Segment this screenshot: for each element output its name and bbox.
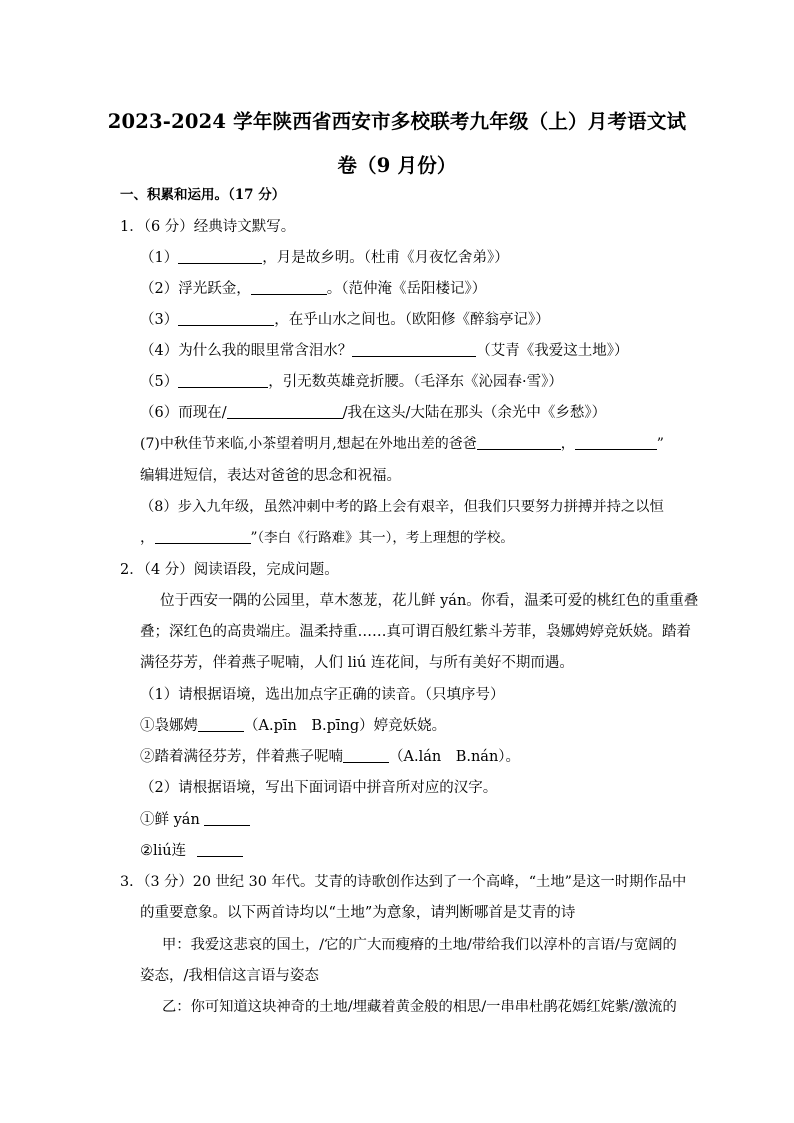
answer-blank[interactable] bbox=[198, 717, 244, 732]
q1-item-1-prefix: （1） bbox=[140, 250, 179, 266]
q2-stem: 2．（4 分）阅读语段，完成问题。 bbox=[120, 562, 339, 578]
answer-blank[interactable] bbox=[477, 435, 561, 450]
answer-blank[interactable] bbox=[227, 404, 343, 419]
q1-item-8-prefix: ， bbox=[140, 530, 155, 546]
answer-blank[interactable] bbox=[178, 373, 268, 388]
q1-item-4-text: （艾青《我爱这土地》） bbox=[476, 343, 629, 359]
q2-sub1-a bbox=[140, 717, 446, 735]
answer-blank[interactable] bbox=[178, 249, 262, 264]
q2-sub2-b-text: ②liú连 bbox=[140, 843, 187, 859]
answer-blank[interactable] bbox=[343, 748, 389, 763]
q1-item-4 bbox=[140, 342, 628, 360]
q1-item-7 bbox=[140, 435, 664, 453]
q1-item-1 bbox=[140, 249, 509, 267]
q3-poem-yi-line1: 乙：你可知道这块神奇的土地/埋藏着黄金般的相思/一串串杜鹃花嫣红姹紫/激流的 bbox=[162, 999, 677, 1015]
answer-blank[interactable] bbox=[352, 342, 476, 357]
q1-item-4-prefix: （4）为什么我的眼里常含泪水？ bbox=[140, 343, 353, 359]
q1-item-7-comma: ， bbox=[560, 436, 575, 452]
q1-item-7-quote: ” bbox=[656, 436, 664, 452]
answer-blank[interactable] bbox=[178, 311, 274, 326]
q1-item-7-prefix: (7)中秋佳节来临,小茶望着明月,想起在外地出差的爸爸 bbox=[140, 436, 477, 452]
q2-sub2-b bbox=[140, 842, 243, 860]
q1-item-1-text: ，月是故乡明。（杜甫《月夜忆舍弟》） bbox=[262, 250, 509, 266]
exam-title-line2: 卷（9 月份） bbox=[337, 154, 457, 177]
q3-poem-jia-line1: 甲：我爱这悲哀的国土，/它的广大而瘦瘠的土地/带给我们以淳朴的言语/与宽阔的 bbox=[162, 937, 677, 953]
q2-sub2-a bbox=[140, 811, 250, 829]
q2-passage-line: 叠；深红色的高贵端庄。温柔持重……真可谓百般红紫斗芳菲，袅娜娉婷竞妖娆。踏着 bbox=[140, 624, 691, 640]
q3-stem-line2: 的重要意象。以下两首诗均以“土地”为意象，请判断哪首是艾青的诗 bbox=[140, 905, 576, 921]
q1-item-8-line1: （8）步入九年级，虽然冲刺中考的路上会有艰辛，但我们只要努力拼搏并持之以恒 bbox=[140, 499, 664, 515]
answer-blank[interactable] bbox=[155, 529, 251, 544]
q3-stem-line1: 3．（3 分）20 世纪 30 年代。艾青的诗歌创作达到了一个高峰，“土地”是这一时期作品中 bbox=[120, 874, 687, 890]
q2-sub2-a-text: ①鲜 yán bbox=[140, 812, 200, 828]
q3-poem-jia-line2: 姿态，/我相信这言语与姿态 bbox=[140, 968, 319, 984]
q1-item-3-prefix: （3） bbox=[140, 312, 179, 328]
section-header: 一、积累和运用。（17 分） bbox=[120, 187, 286, 203]
q1-item-5 bbox=[140, 373, 563, 391]
q2-sub1-a-text: （A.pīn B.pīng）婷竞妖娆。 bbox=[244, 718, 447, 734]
q2-sub1-a-prefix: ①袅娜娉 bbox=[140, 718, 198, 734]
q2-sub1: （1）请根据语境，选出加点字正确的读音。（只填序号） bbox=[140, 687, 505, 703]
q1-item-7-line2: 编辑进短信，表达对爸爸的思念和祝福。 bbox=[140, 468, 401, 484]
q2-sub2: （2）请根据语境，写出下面词语中拼音所对应的汉字。 bbox=[140, 780, 498, 796]
answer-blank[interactable] bbox=[197, 842, 243, 857]
q1-item-5-text: ，引无数英雄竞折腰。（毛泽东《沁园春·雪》） bbox=[268, 374, 563, 390]
q1-stem: 1．（6 分）经典诗文默写。 bbox=[120, 219, 296, 235]
q1-item-6-prefix: （6）而现在/ bbox=[140, 405, 227, 421]
q1-item-2-prefix: （2）浮光跃金， bbox=[140, 281, 251, 297]
q2-sub1-b bbox=[140, 748, 520, 766]
q1-item-6 bbox=[140, 404, 606, 422]
q1-item-8-text: ”（李白《行路难》其一），考上理想的学校。 bbox=[250, 530, 514, 546]
q2-sub1-b-text: （A.lán B.nán）。 bbox=[389, 749, 521, 765]
q2-sub1-b-prefix: ②踏着满径芬芳，伴着燕子呢喃 bbox=[140, 749, 343, 765]
q1-item-3-text: ，在乎山水之间也。（欧阳修《醉翁亭记》） bbox=[274, 312, 550, 328]
exam-title-line1: 2023-2024 学年陕西省西安市多校联考九年级（上）月考语文试 bbox=[107, 110, 687, 133]
q1-item-2 bbox=[140, 280, 486, 298]
answer-blank[interactable] bbox=[204, 811, 250, 826]
answer-blank[interactable] bbox=[575, 435, 657, 450]
q1-item-5-prefix: （5） bbox=[140, 374, 179, 390]
q1-item-2-text: 。（范仲淹《岳阳楼记》） bbox=[326, 281, 487, 297]
q1-item-3 bbox=[140, 311, 550, 329]
q1-item-6-text: /我在这头/大陆在那头（余光中《乡愁》） bbox=[342, 405, 607, 421]
q1-item-8-line2 bbox=[140, 529, 514, 547]
q2-passage-line: 满径芬芳，伴着燕子呢喃，人们 liú 连花间，与所有美好不期而遇。 bbox=[140, 655, 574, 671]
answer-blank[interactable] bbox=[251, 280, 327, 295]
q2-passage-line: 位于西安一隅的公园里，草木葱茏，花儿鲜 yán。你看，温柔可爱的桃红色的重重叠 bbox=[160, 593, 699, 609]
